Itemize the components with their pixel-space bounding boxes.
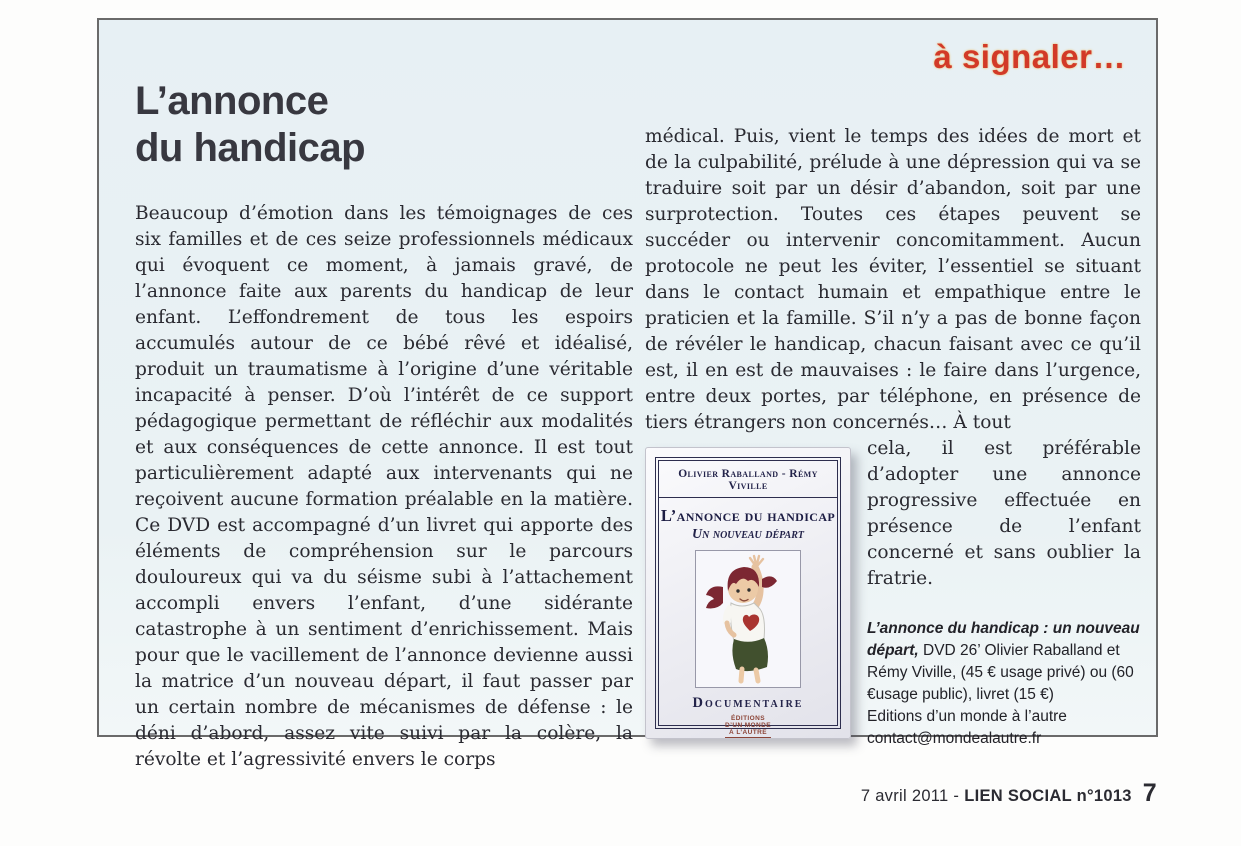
footer-magazine-name: LIEN SOCIAL n°1013 xyxy=(964,787,1132,805)
dvd-cover-illustration xyxy=(695,550,801,688)
page-title xyxy=(135,78,365,172)
right-column-text-top: médical. Puis, vient le temps des idées de mort et de la culpabilité, prélude à une dépression qui va se traduire soit par un désir d’abandon, soit par une surprotection. Toutes ces étapes peuvent se succéder ou intervenir concomitamment. Aucun protocole ne peut les éviter, l’essentiel se situant dans le contact humain et empathique entre le praticien et la famille. S’il n’y a pas de bonne façon de révéler le handicap, chacun faisant avec ce qu’il est, il en est de mauvaises : le faire dans l’urgence, entre deux portes, par téléphone, en présence de tiers étrangers non concernés… À tout xyxy=(645,126,1141,433)
publisher-line2: D’UN MONDE xyxy=(725,722,771,730)
article-panel xyxy=(97,18,1158,770)
girl-illustration-icon xyxy=(696,551,800,687)
right-column-wrap-section xyxy=(645,436,1141,750)
article-right-column xyxy=(645,124,1141,750)
dvd-cover xyxy=(645,447,851,739)
caption-contact-email: contact@mondealautre.fr xyxy=(867,730,1042,747)
dvd-caption xyxy=(867,618,1141,750)
footer-date: 7 avril 2011 - xyxy=(860,787,960,805)
section-label: à signaler… xyxy=(933,38,1126,75)
caption-publisher: Editions d’un monde à l’autre xyxy=(867,708,1067,725)
dvd-cover-genre: Documentaire xyxy=(692,695,804,711)
dvd-cover-authors: Olivier Raballand - Rémy Viville xyxy=(659,461,837,498)
caption-details: DVD 26’ Olivier Raballand et Rémy Viville, (45 € usage privé) ou (60 €usage public), livret (15 €) xyxy=(867,642,1134,703)
publisher-line1: ÉDITIONS xyxy=(731,715,765,722)
caption-title: L’annonce du handicap : un nouveau départ, xyxy=(867,620,1140,659)
dvd-cover-title: L’annonce du handicap xyxy=(660,506,836,525)
page-footer xyxy=(861,779,1157,808)
caption-main xyxy=(867,618,1141,706)
page-title-line2: du handicap xyxy=(135,126,366,170)
right-column-text-beside-cover: cela, il est préférable d’adopter une annonce progressive effectuée en présence de l’enfant concerné et sans oublier la fratrie. xyxy=(867,438,1141,589)
dvd-cover-inner-frame xyxy=(658,460,838,737)
article-left-column: Beaucoup d’émotion dans les témoignages de ces six familles et de ces seize professionnels médicaux qui évoquent ce moment, à jamais gravé, de l’annonce faite aux parents du handicap de leur enfant. L’effondrement de tous les espoirs accumulés autour de ce bébé rêvé et idéalisé, produit un traumatisme à l’origine d’une véritable incapacité à penser. D’où l’intérêt de ce support pédagogique permettant de réfléchir aux modalités et aux conséquences de cette annonce. Il est tout particulièrement adapté aux intervenants qui ne reçoivent aucune formation préalable en la matière. Ce DVD est accompagné d’un livret qui apporte des éléments de compréhension sur le parcours douloureux qui va du séisme subi à l’attachement accompli envers l’enfant, d’une sidérante catastrophe à un sentiment d’enrichissement. Mais pour que le vacillement de l’annonce devienne aussi la matrice d’un nouveau départ, il faut passer par un certain nombre de mécanismes de défense : le déni d’abord, assez vite suivi par la colère, la révolte et l’agressivité envers le corps xyxy=(135,203,633,770)
footer-page-number: 7 xyxy=(1142,779,1157,807)
dvd-cover-subtitle: Un nouveau départ xyxy=(692,527,804,542)
dvd-cover-frame xyxy=(655,457,841,737)
page-title-line1: L’annonce xyxy=(135,79,329,123)
dvd-cover-publisher-logo xyxy=(725,715,771,738)
publisher-line3: À L’AUTRE xyxy=(729,729,767,737)
